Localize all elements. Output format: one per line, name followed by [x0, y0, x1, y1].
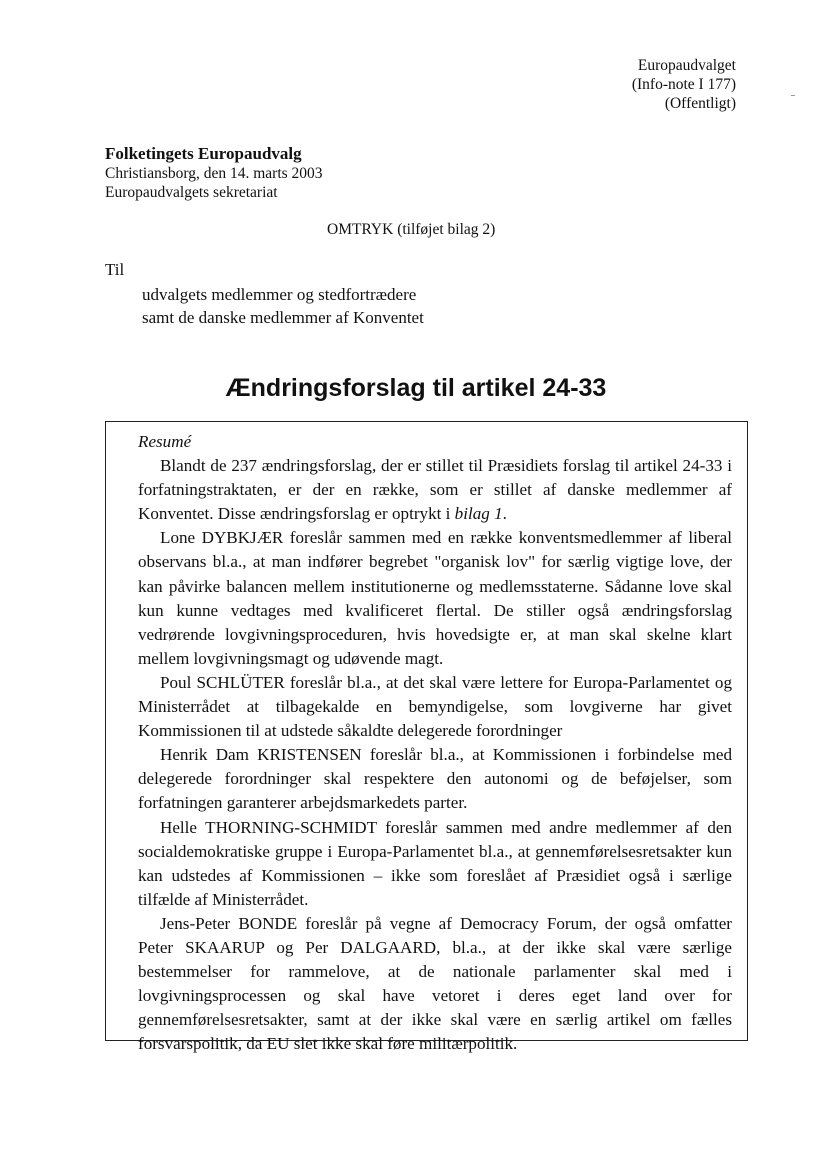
- reprint-note: OMTRYK (tilføjet bilag 2): [327, 221, 496, 238]
- info-note-number: (Info-note I 177): [631, 76, 736, 93]
- recipients-list: [142, 283, 424, 329]
- resume-paragraph: Helle THORNING-SCHMIDT foreslår sammen med andre medlemmer af den socialdemokratiske gruppe i Europa-Parlamentet bl.a., at gennemførelsesretsakter kun kan udstedes af Kommissionen – ikke som foreslået af Præsidiet også i særlige tilfælde af Ministerrådet.: [138, 817, 732, 909]
- resume-paragraph: Jens-Peter BONDE foreslår på vegne af Democracy Forum, der også omfatter Peter SKAARUP og Per DALGAARD, bl.a., at der ikke skal være særlige bestemmelser for rammelove, at de nationale parlamenter skal med i lovgivningsprocessen og skal have vetoret i deres eget land over for gennemførelsesretsakter, samt at der ikke skal være en særlig artikel om fælles forsvarspolitik, da EU slet ikke skal føre militærpolitik.: [138, 913, 732, 1054]
- appendix-reference: bilag 1: [454, 504, 503, 524]
- sender-department: Europaudvalgets sekretariat: [105, 184, 278, 201]
- document-title: Ændringsforslag til artikel 24-33: [225, 374, 607, 402]
- committee-name: Europaudvalget: [637, 57, 736, 74]
- resume-paragraph: Lone DYBKJÆR foreslår sammen med en række konventsmedlemmer af liberal observans bl.a., at man indfører begrebet "organisk lov" for særlig vigtige love, der kan påvirke balancen mellem institutionerne og medlemsstaterne. Sådanne love skal kun kunne vedtages med kvalificeret flertal. De stiller også ændringsforslag vedrørende lovgivningsproceduren, hvis hovedsigte er, at man skal skelne klart mellem lovgivningsmagt og udøvende magt.: [138, 528, 732, 668]
- document-reference: [632, 56, 736, 113]
- resume-heading: Resumé: [138, 432, 192, 451]
- resume-paragraph-text: Blandt de 237 ændringsforslag, der er stillet til Præsidiets forslag til artikel 24-33 i forfatningstraktaten, er der en række, som er stillet af danske medlemmer af Konventet. Disse ændringsforslag er optrykt i: [138, 456, 732, 524]
- resume-content: [138, 430, 732, 1056]
- sender-block: [105, 143, 323, 202]
- recipient-line: udvalgets medlemmer og stedfortrædere: [142, 285, 417, 304]
- resume-paragraph: Henrik Dam KRISTENSEN foreslår bl.a., at Kommissionen i forbindelse med delegerede forordninger skal respektere den autonomi og de beføjelser, som forfatningen garanterer arbejdsmarkedets parter.: [138, 745, 732, 813]
- scan-artifact: [791, 95, 795, 96]
- recipients-label: Til: [105, 260, 125, 279]
- sender-place-date: Christiansborg, den 14. marts 2003: [105, 165, 323, 182]
- resume-paragraph: Poul SCHLÜTER foreslår bl.a., at det skal være lettere for Europa-Parlamentet og Ministerrådet at tilbagekalde en bemyndigelse, som lovgiverne har givet Kommissionen til at udstede såkaldte delegerede forordninger: [138, 672, 732, 741]
- resume-paragraph: [138, 454, 732, 526]
- resume-paragraph-end: .: [502, 504, 507, 524]
- classification-label: (Offentligt): [664, 95, 736, 112]
- resume-box: [105, 421, 748, 1054]
- sender-organization: Folketingets Europaudvalg: [105, 144, 302, 163]
- recipient-line: samt de danske medlemmer af Konventet: [142, 308, 424, 327]
